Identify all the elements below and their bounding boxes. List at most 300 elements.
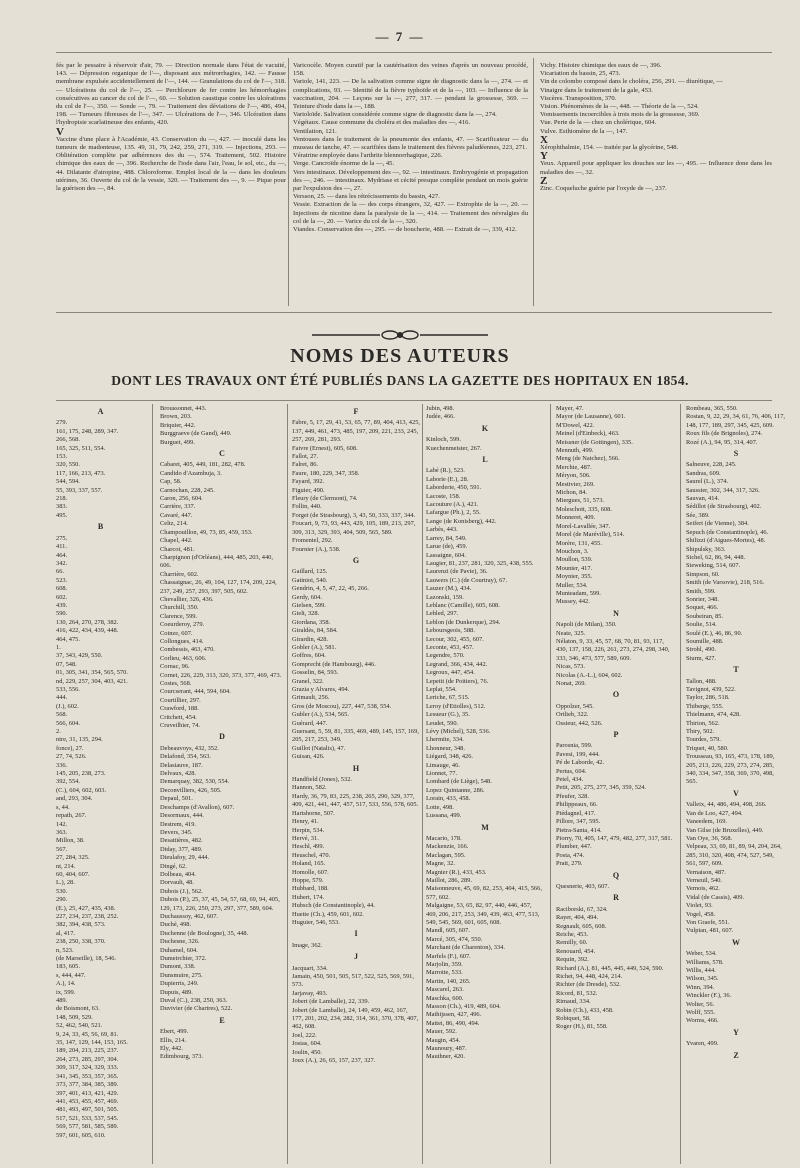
author-entry: Robin (Ch.), 433, 458. [556, 1006, 614, 1014]
author-entry: Leriche, 67, 515. [426, 694, 470, 702]
author-entry: Girardin, 428. [292, 635, 329, 643]
author-entry: Lebled, 297. [426, 610, 459, 618]
author-entry: Duchenne (de Boulogne), 35, 448. [160, 929, 249, 937]
author-entry: Dorvault, 48. [160, 879, 194, 887]
author-entry: Magnier (R.), 433, 453. [426, 868, 487, 876]
letter-heading: K [481, 423, 489, 433]
author-entry: Broussonnet, 443. [160, 405, 207, 412]
author-entry: Triquet, 40, 580. [686, 744, 729, 752]
author-entry: Reiche, 453. [556, 930, 589, 938]
author-entry: Mestivier, 269. [556, 480, 595, 488]
index-entry: Varioloïde. Salivation considérée comme signe de diagnostic dans la —, 274. [293, 111, 497, 119]
author-entry: Courtillier, 297. [160, 696, 201, 704]
author-entry: Mayer, 47. [556, 405, 584, 412]
author-entry: 544, 594. [56, 478, 80, 486]
letter-heading: B [97, 522, 104, 532]
author-entry: Nicolas (A.-L.), 604, 602. [556, 671, 623, 679]
author-entry: 279. [56, 419, 68, 427]
author-entry: Moynier, 355. [556, 573, 593, 581]
author-entry: Lombard (de Liège), 548. [426, 778, 492, 786]
author-entry: Legroux, 447, 454. [426, 669, 475, 677]
author-entry: and, 293, 304. [56, 795, 93, 803]
letter-heading: I [354, 929, 358, 939]
author-entry: 602. [56, 593, 68, 601]
author-entry: Sée, 389. [686, 511, 710, 519]
author-entry: Grimault, 256. [292, 694, 330, 702]
author-entry: Charcot, 481. [160, 545, 195, 553]
author-entry: Gendrin, 4, 5, 47, 22, 45, 266. [292, 585, 369, 593]
author-entry: Rozé (A.), 94, 95, 314, 407. [686, 438, 758, 446]
author-entry: Guillot (Natalis), 47. [292, 744, 346, 752]
author-entry: Malgaigne, 53, 65, 82, 97, 440, 446, 457, 469, 206, 217, 253, 349, 439, 463, 477, 513, 549, 545, 569, 601, 605, 608. [426, 902, 540, 926]
author-entry: 464. [56, 551, 68, 559]
author-entry: 590. [56, 610, 68, 618]
author-entry: Lussana, 499. [426, 812, 462, 820]
author-entry: Giordana, 358. [292, 618, 331, 626]
column-divider [680, 404, 681, 1164]
author-entry: Gatinioi, 540. [292, 576, 328, 584]
author-entry: Lorain, 433, 458. [426, 795, 471, 803]
letter-heading: J [354, 952, 358, 962]
author-entry: Lesueur (G.), 35. [426, 711, 470, 719]
author-entry: Grazia y Alvares, 494. [292, 686, 350, 693]
author-entry: Meinel (d'Einbeck), 463. [556, 430, 620, 438]
author-entry: Marrotte, 533. [426, 969, 463, 977]
author-column-4 [426, 405, 544, 1163]
author-entry: Desattières, 482. [160, 837, 203, 845]
author-entry: Thiberge, 555. [686, 702, 724, 710]
author-entry: s, 444, 447. [56, 971, 86, 979]
author-entry: Heuschel, 470. [292, 851, 331, 859]
author-entry: Duhamel, 604. [160, 946, 198, 954]
author-entry: Briquier, 442. [160, 421, 196, 429]
letter-heading: E [219, 1015, 225, 1025]
author-entry: Richter (de Dresde), 532. [556, 981, 621, 989]
author-entry: Mascarel, 263. [426, 986, 464, 994]
author-entry: 183, 605. [56, 963, 80, 971]
author-entry: Rimaud, 334. [556, 998, 591, 1006]
author-entry: Trousseau, 93, 165, 473, 178, 189, 205, 213, 226, 229, 273, 274, 285, 340, 334, 347, 358, 369, 370, 498, 565. [686, 753, 775, 786]
author-entry: 148, 509, 529. [56, 1013, 93, 1021]
author-entry: Lepetit (de Poitiers), 76. [426, 677, 489, 685]
author-entry: 218. [56, 495, 68, 503]
author-entry: Vidal (de Cassis), 409. [686, 893, 745, 901]
author-entry: Leblanc (Camille), 605, 608. [426, 601, 500, 609]
author-entry: Joux (A.), 26, 65, 157, 237, 327. [292, 1057, 376, 1065]
author-entry: Herpin, 534. [292, 826, 325, 834]
author-entry: 189, 204, 213, 225, 237. [56, 1047, 119, 1055]
author-entry: 27, 74, 526. [56, 753, 87, 761]
author-entry: Rayer, 404, 494. [556, 914, 599, 922]
author-entry: Sieweking, 514, 607. [686, 562, 741, 570]
author-entry: Lhonneur, 348. [426, 744, 465, 752]
author-entry: fonce), 27. [56, 744, 84, 752]
letter-heading: D [219, 732, 225, 742]
author-entry: Fayard, 392. [292, 478, 325, 486]
author-entry: 608. [56, 585, 68, 593]
author-entry: Sichel, 62, 86, 94, 448. [686, 553, 746, 561]
author-entry: 363. [56, 828, 68, 836]
top-column-3 [540, 62, 772, 292]
author-entry: Piédagnel, 417. [556, 809, 596, 817]
author-entry: Neate, 325. [556, 629, 586, 637]
author-entry: Tavignot, 439, 522. [686, 686, 736, 693]
letter-heading: T [733, 665, 739, 675]
author-entry: Leconte, 453, 457. [426, 643, 474, 651]
author-entry: 569, 577, 581, 585, 589. [56, 1123, 119, 1131]
index-entry: Végétaux. Cause commune du choléra et des maladies des —, 416. [293, 119, 471, 127]
author-entry: Cap, 58. [160, 478, 182, 486]
author-entry: Chapel, 442. [160, 537, 193, 545]
author-entry: Piorry, 70, 405, 147, 479, 482, 277, 317, 581. [556, 834, 673, 842]
author-entry: 495. [56, 511, 68, 519]
ornament-divider [310, 327, 490, 343]
author-entry: 27, 284, 325. [56, 854, 90, 862]
author-entry: 416, 422, 434, 439, 448. [56, 627, 119, 635]
author-entry: 373, 377, 384, 385, 389. [56, 1081, 119, 1089]
author-entry: Deschamps (d'Avallon), 607. [160, 803, 235, 811]
author-entry: Morère, 131, 455. [556, 539, 602, 547]
section-letter: Y [540, 150, 548, 163]
author-entry: Sandras, 609. [686, 469, 721, 477]
author-entry: 290. [56, 896, 68, 904]
letter-heading: N [613, 608, 619, 618]
author-entry: Chassaignac, 26, 49, 104, 127, 174, 209, 224, 237, 249, 257, 293, 397, 505, 602. [160, 579, 277, 595]
author-entry: Pé de Laborde, 42. [556, 759, 605, 767]
author-entry: Falret, 86. [292, 461, 319, 469]
author-entry: Mauer, 592. [426, 1028, 457, 1036]
author-entry: 341, 345, 353, 357, 365. [56, 1072, 119, 1080]
author-entry: Burggraeve (de Gand), 449. [160, 430, 232, 438]
author-column-2 [160, 405, 284, 1163]
author-entry: Maillot, 286, 289. [426, 876, 472, 884]
index-entry: fés par le pessaire à réservoir d'air, 79. — Direction normale dans l'état de vacuité, 143. — Dépression organique de l'—, disposant aux métrorrhagies, 142. — Fausse membrane expulsée accidentellement de l'—, 144. — Granulations du col de l'—, 318. — Ulcérations du col de l'—, 25. — Perchlorure de fer contre les hémorrhagies consécutives au cancer du col de l'—, 60. — Solution caustique contre les ulcérations du col de l'—, 350. — Sonde —, 79. — Traitement des déviations de l'—, 486, 494, 198. — Tumeurs fibreuses de l'—, 347. — Ulcérations de l'—, 346. Ulcération dans l'hydropisie scarlatineuse des enfants, 420. [56, 62, 286, 127]
author-entry: Velpeau, 33, 69, 81, 89, 94, 204, 264, 285, 310, 320, 408, 474, 527, 549, 561, 597, 609. [686, 843, 782, 868]
author-entry: Hartshorne, 507. [292, 809, 335, 817]
page-number: — 7 — [375, 29, 425, 44]
author-entry: Fleury (de Clermont), 74. [292, 495, 358, 503]
author-entry: Larue (de), 459. [426, 543, 468, 551]
author-entry: 566, 604. [56, 719, 80, 727]
author-entry: Roger (H.), 81, 558. [556, 1023, 608, 1031]
author-entry: Dupuis, 489. [160, 988, 193, 996]
author-entry: Diday, 377, 489. [160, 845, 203, 853]
author-entry: Petit, 205, 275, 277, 345, 359, 524. [556, 784, 647, 792]
author-entry: Posta, 474. [556, 851, 585, 859]
author-entry: Corlieu, 463, 606. [160, 654, 207, 662]
author-entry: Marfels (F.), 607. [426, 952, 471, 960]
author-entry: Dubois (P.), 25, 37, 45, 54, 57, 68, 69, 94, 405, 129, 173, 226, 250, 273, 297, 377, 589, 604. [160, 896, 280, 912]
author-entry: 568. [56, 711, 68, 719]
index-entry: Vératrine employée dans l'arthrite blennorrhagique, 226. [293, 152, 443, 160]
author-entry: Dumeirchier, 372. [160, 955, 207, 962]
author-entry: Destrem, 419. [160, 820, 197, 828]
author-entry: Demarquay, 382, 530, 554. [160, 778, 230, 786]
author-entry: Lecour, 302, 455, 607. [426, 635, 484, 643]
author-entry: Ricord, 81, 532. [556, 989, 598, 997]
author-entry: Maclagan, 595. [426, 851, 466, 859]
author-entry: Judée, 466. [426, 413, 455, 421]
index-entry: Verge. Cancroïde énorme de la —, 45. [293, 160, 395, 168]
author-entry: n, 523. [56, 946, 74, 954]
index-entry: Versson, 25. — dans les rétrécissements du bassin, 427. [293, 193, 440, 201]
author-entry: Hubert, 174. [292, 893, 325, 901]
author-entry: Morel-Lavallée, 347. [556, 522, 611, 530]
author-entry: Soquet, 466. [686, 604, 719, 612]
author-entry: 165, 325, 511, 554. [56, 444, 106, 452]
author-entry: Requin, 392. [556, 956, 589, 964]
author-entry: Pietra-Santa, 414. [556, 826, 602, 834]
top-column-2 [293, 62, 528, 292]
author-entry: Munteadam, 599. [556, 589, 601, 597]
author-entry: Vernois, 462. [686, 885, 720, 893]
author-entry: Dubois (J.), 562. [160, 887, 203, 895]
letter-heading: A [97, 407, 104, 416]
author-column-1 [56, 405, 145, 1163]
author-entry: Weber, 534. [686, 950, 717, 958]
author-entry: Rombeau, 365, 550. [686, 405, 738, 412]
author-entry: Courcserant, 444, 594, 604. [160, 688, 231, 696]
author-entry: Van de Loo, 427, 494. [686, 809, 743, 817]
author-entry: Macario, 178. [426, 834, 462, 842]
author-entry: Oppolzer, 545. [556, 702, 594, 710]
author-entry: ntre, 31, 135, 294. [56, 736, 103, 744]
author-entry: Lotte, 498. [426, 803, 454, 811]
author-entry: Limauge, 46. [426, 761, 460, 769]
column-divider [288, 58, 289, 306]
author-entry: 320, 550. [56, 461, 80, 469]
author-entry: de Boismont, 63. [56, 1005, 100, 1013]
letter-heading: Y [733, 1027, 739, 1037]
author-entry: Muller, 534. [556, 581, 588, 589]
author-entry: Foucart, 9, 73, 93, 443, 429, 105, 189, 213, 297, 309, 313, 329, 393, 404, 509, 565, 589. [292, 520, 416, 536]
author-entry: Labé (R.), 523. [426, 467, 465, 475]
author-entry: Petel, 434. [556, 776, 584, 784]
author-entry: Liégard, 348, 426. [426, 753, 474, 761]
author-entry: Churchill, 350. [160, 604, 199, 612]
author-entry: Ely, 442. [160, 1045, 183, 1053]
author-entry: Kinloch, 599. [426, 436, 461, 444]
author-entry: Michon, 84. [556, 489, 588, 497]
author-entry: Lionnet, 77. [426, 770, 458, 778]
author-entry: Sonrier, 348. [686, 595, 719, 603]
author-entry: Fabre, 5, 17, 29, 41, 53, 65, 77, 89, 404, 413, 425, 137, 449, 461, 473, 485, 197, 209, 221, 233, 245, 257, 269, 281, 293. [292, 419, 420, 444]
author-entry: Winn, 394. [686, 983, 715, 991]
author-entry: Jarjavay, 493. [292, 989, 328, 997]
letter-heading: C [219, 449, 225, 459]
author-entry: Hubsch (de Constantinople), 44. [292, 902, 375, 910]
author-entry: Charpignon (d'Orléans), 444, 485, 203, 440, 606. [160, 553, 273, 570]
author-entry: Sauvan, 414. [686, 495, 720, 503]
author-entry: 55, 393, 337, 557. [56, 486, 103, 494]
author-entry: Josias, 604. [292, 1040, 322, 1048]
author-entry: Mathijssen, 427, 496. [426, 1011, 482, 1019]
index-entry: Vinaigre dans le traitement de la gale, 453. [540, 86, 653, 94]
author-entry: (E.), 25, 427, 435, 438. [56, 904, 116, 912]
letter-heading: W [732, 937, 740, 947]
author-entry: Méryon, 506. [556, 472, 591, 480]
letter-heading: Q [612, 870, 620, 880]
author-entry: Sédillot (de Strasbourg), 402. [686, 503, 762, 511]
author-entry: Ossieur, 442, 526. [556, 719, 603, 727]
author-entry: Gielt, 328. [292, 610, 320, 618]
author-entry: Maisonneuve, 45, 69, 82, 253, 404, 415, 566, 577, 602. [426, 885, 542, 901]
author-entry: 01, 305, 341, 354, 565, 570. [56, 669, 128, 677]
author-entry: Gobler (A.), 581. [292, 643, 337, 651]
author-entry: Thielmann, 474, 428. [686, 711, 741, 719]
author-entry: Lauwers (C.) (de Courtray), 67. [426, 576, 508, 584]
author-entry: Moullon, 539. [556, 556, 593, 564]
author-entry: Clarence, 599. [160, 612, 198, 620]
author-entry: Willis, 444. [686, 967, 716, 974]
author-entry: Saurel (L.), 374. [686, 478, 729, 486]
section-letter: X [540, 133, 548, 146]
author-entry: Cruveilhier, 74. [160, 722, 201, 730]
author-entry: Duchaussoy, 462, 607. [160, 912, 218, 920]
author-entry: Cornet, 226, 229, 313, 320, 373, 377, 469, 473. [160, 671, 282, 679]
author-entry: 153. [56, 453, 68, 461]
letter-heading: L [482, 455, 488, 465]
author-entry: Millon, 38. [56, 837, 85, 845]
author-entry: Verneuil, 540. [686, 876, 723, 884]
author-entry: Moleschott, 335, 608. [556, 505, 612, 513]
author-entry: Huette (Ch.), 459, 601, 602. [292, 910, 364, 918]
author-entry: Leudet, 590. [426, 719, 459, 727]
author-entry: Dunsmuire, 275. [160, 971, 203, 979]
author-entry: Joulin, 450. [292, 1048, 323, 1056]
author-entry: Duval (C.), 238, 250, 363. [160, 997, 228, 1005]
author-entry: Salneuve, 228, 245. [686, 461, 737, 469]
author-entry: Robiquet, 58. [556, 1015, 591, 1023]
author-entry: Carrière, 337. [160, 503, 196, 511]
author-entry: Kuechenmeister, 267. [426, 444, 482, 452]
author-entry: Pillore, 347, 595. [556, 818, 601, 826]
author-entry: Strohl, 490. [686, 646, 717, 654]
author-entry: Worms, 466. [686, 1017, 719, 1025]
author-entry: Gubler (A.), 534, 565. [292, 711, 349, 719]
author-entry: Collongues, 414. [160, 637, 204, 645]
author-entry: Follin, 440. [292, 503, 322, 511]
index-title: NOMS DES AUTEURS [290, 345, 510, 367]
author-entry: Shilizzi (d'Aigues-Mortes), 48. [686, 537, 766, 545]
author-entry: Leblon (de Dunkerque), 294. [426, 618, 501, 626]
author-entry: Smith (de Varsovie), 218, 516. [686, 579, 765, 587]
author-entry: Hannon, 582. [292, 784, 327, 792]
letter-heading: R [613, 893, 619, 903]
author-entry: 392, 554. [56, 778, 80, 786]
letter-heading: P [613, 730, 619, 740]
letter-heading: V [733, 788, 739, 798]
author-entry: Laugier, 81, 237, 281, 320, 325, 438, 555. [426, 559, 534, 567]
author-entry: Roux fils (de Brignoles), 274. [686, 430, 763, 438]
author-entry: Joel, 222. [292, 1031, 317, 1039]
author-entry: nt, 214. [56, 862, 76, 870]
author-entry: Fallot, 27. [292, 453, 319, 461]
author-entry: 66. [56, 568, 64, 576]
author-entry: Desormaux, 444. [160, 812, 204, 820]
author-entry: Jacquart, 334. [292, 964, 328, 972]
author-entry: Martin, 140, 265. [426, 977, 471, 985]
author-entry: Meissner (de Gottingen), 335. [556, 438, 633, 446]
author-entry: Monneret, 409. [556, 514, 596, 522]
author-entry: 275. [56, 534, 68, 542]
author-entry: Pavesi, 199, 444. [556, 750, 600, 758]
author-entry: Dingé, 62. [160, 862, 187, 870]
index-entry: Ventouses dans le traitement de la pneumonie des enfants, 47. — Scarificateur — du museau de tanche, 47. — scarifiées dans le traitement des fièvres paludéennes, 223, 271. [293, 135, 528, 152]
author-entry: Lévy (Michel), 528, 536. [426, 728, 491, 736]
author-entry: 266, 568. [56, 436, 80, 444]
letter-heading: Z [733, 1050, 739, 1060]
author-entry: Thiry, 502. [686, 728, 715, 736]
author-entry: Pratt, 279. [556, 860, 583, 868]
author-entry: 37, 343, 429, 550. [56, 652, 103, 660]
column-divider [287, 404, 288, 1164]
author-entry: Lacouture (A.), 421. [426, 501, 479, 509]
index-entry: Viscères. Transposition, 370. [540, 94, 617, 102]
author-entry: Raciborski, 67, 324. [556, 905, 608, 913]
author-entry: Tourdes, 579. [686, 736, 721, 744]
author-entry: Pfeufer, 328. [556, 792, 589, 800]
index-entry: Vision. Phénomènes de la —, 448. — Théorie de la —, 524. [540, 103, 699, 111]
author-entry: Depaul, 501. [160, 795, 193, 803]
author-entry: Delvaux, 428. [160, 770, 197, 778]
author-entry: Dumont, 338. [160, 963, 196, 971]
author-entry: ix, 599. [56, 988, 76, 996]
author-entry: Cavaré, 447. [160, 511, 193, 519]
author-entry: Figuier, 490. [292, 486, 325, 494]
author-entry: Jubin, 498. [426, 405, 455, 412]
author-entry: al, 417. [56, 929, 75, 937]
author-entry: Hoppe, 579. [292, 876, 324, 884]
author-entry: Masson (Ch.), 419, 489, 604. [426, 1003, 501, 1011]
author-entry: 161, 175, 248, 289, 347. [56, 427, 119, 435]
author-entry: 523. [56, 576, 68, 584]
author-entry: Simpson, 60. [686, 570, 720, 578]
top-column-1 [56, 62, 286, 302]
author-entry: Shipulsky, 363. [686, 545, 726, 553]
author-entry: Burguet, 499. [160, 438, 195, 446]
index-entry: Vue. Perte de la — chez un cholérique, 604. [540, 119, 657, 127]
author-entry: Marjolin, 359. [426, 961, 463, 968]
author-entry: Larbès, 443. [426, 526, 458, 534]
author-entry: Handfield (Jones), 532. [292, 776, 352, 784]
author-entry: Hubbard, 188. [292, 885, 329, 893]
author-entry: Giraldès, 84, 584. [292, 627, 338, 635]
author-entry: Costes, 568. [160, 680, 192, 687]
author-entry: Regnault, 605, 608. [556, 922, 607, 930]
author-entry: 342. [56, 559, 68, 567]
index-top-rule [56, 400, 772, 401]
author-entry: Renouard, 454. [556, 947, 596, 955]
author-entry: Jobert (de Lamballe), 24, 149, 459, 462, 167, 177, 201, 202, 234, 282, 314, 361, 370, 378, 407, 462, 608. [292, 1006, 419, 1031]
author-entry: 35, 147, 129, 144, 153, 165. [56, 1039, 128, 1047]
author-entry: Gaillard, 125. [292, 568, 328, 576]
author-entry: Van Oye, 36, 568. [686, 834, 733, 842]
author-entry: L.), 28. [56, 879, 75, 887]
author-entry: Coinze, 607. [160, 629, 193, 637]
author-entry: Fromentel, 292. [292, 537, 333, 545]
letter-heading: G [352, 555, 360, 565]
author-entry: Leroy (d'Etiolles), 512. [426, 702, 486, 710]
author-entry: 60, 404, 607. [56, 870, 90, 878]
author-entry: Philippeaux, 66. [556, 801, 598, 809]
author-entry: Mouchon, 3. [556, 547, 589, 555]
letter-heading: F [353, 407, 359, 416]
author-entry: Brown, 203. [160, 413, 192, 421]
author-entry: Maugin, 454. [426, 1036, 461, 1044]
top-rule [56, 52, 772, 53]
author-entry: Yvaren, 499. [686, 1040, 719, 1048]
